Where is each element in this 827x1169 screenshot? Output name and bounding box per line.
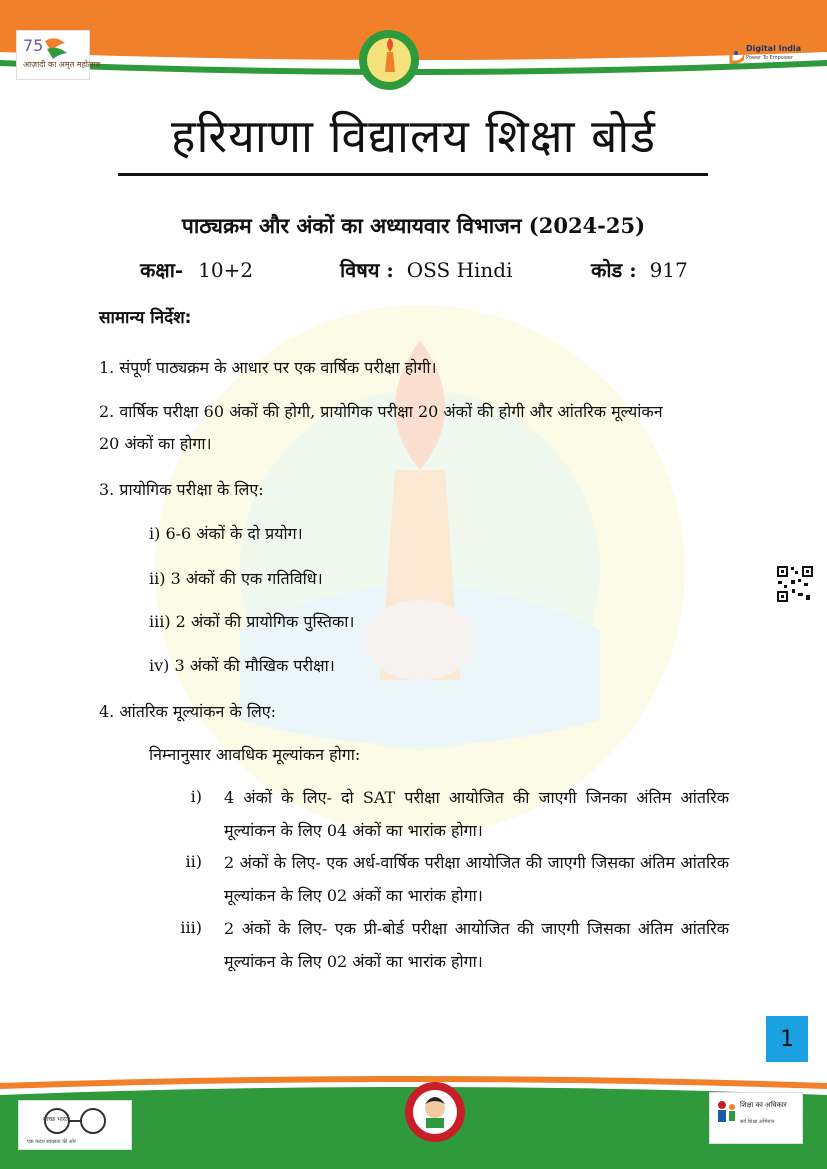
subject-value: OSS Hindi (406, 258, 513, 282)
beti-bachao-beti-padhao-icon (404, 1078, 466, 1146)
digital-india-tagline: Power To Empower (746, 55, 794, 61)
children-reading-icon (714, 1099, 738, 1125)
shiksha-ka-adhikar-text: शिक्षा का अधिकार (740, 1101, 787, 1109)
assessment-number: i) (190, 787, 202, 806)
practical-item: ii) 3 अंकों की एक गतिविधि। (149, 569, 323, 588)
instruction-3: 3. प्रायोगिक परीक्षा के लिए: (99, 480, 264, 499)
practical-item: iv) 3 अंकों की मौखिक परीक्षा। (149, 656, 335, 675)
code-label: कोड : (591, 258, 637, 282)
practical-item: i) 6-6 अंकों के दो प्रयोग। (149, 524, 303, 543)
azadi-ka-amrit-mahotsav-icon (17, 31, 89, 79)
svg-text:75: 75 (23, 36, 44, 55)
swachh-bharat-glasses-icon (27, 1107, 123, 1135)
shiksha-ka-adhikar-logo (709, 1092, 803, 1144)
shiksha-ka-adhikar-tagline: सर्व शिक्षा अभियान (740, 1119, 775, 1125)
assessment-item: 2 अंकों के लिए- एक अर्ध-वार्षिक परीक्षा आयोजित की जाएगी जिसका अंतिम आंतरिक मूल्यांकन के लिए 02 अंकों का भारांक होगा। (224, 853, 729, 905)
practical-item: iii) 2 अंकों की प्रायोगिक पुस्तिका। (149, 612, 355, 631)
subject-label: विषय : (340, 258, 394, 282)
digital-india-logo (728, 38, 802, 70)
class-info (140, 256, 253, 283)
assessment-number: iii) (180, 918, 202, 937)
class-value: 10+2 (198, 258, 254, 282)
qr-code-icon (776, 565, 814, 603)
digital-india-text: Digital India (746, 44, 802, 53)
board-title: हरियाणा विद्यालय शिक्षा बोर्ड (171, 109, 656, 163)
instructions-heading: सामान्य निर्देश: (99, 308, 192, 328)
assessment-item: 2 अंकों के लिए- एक प्री-बोर्ड परीक्षा आयोजित की जाएगी जिसका अंतिम आंतरिक मूल्यांकन के लिए 02 अंकों का भारांक होगा। (224, 919, 729, 971)
azadi-logo-text: आज़ादी का अमृत महोत्सव (23, 60, 101, 69)
subject-info (340, 256, 513, 283)
swachh-bharat-text: स्वच्छ भारत (43, 1116, 69, 1123)
instruction-4: 4. आंतरिक मूल्यांकन के लिए: (99, 702, 277, 721)
assessment-item: 4 अंकों के लिए- दो SAT परीक्षा आयोजित की जाएगी जिनका अंतिम आंतरिक मूल्यांकन के लिए 04 अंकों का भारांक होगा। (224, 788, 729, 840)
instruction-1: 1. संपूर्ण पाठ्यक्रम के आधार पर एक वार्षिक परीक्षा होगी। (99, 358, 437, 377)
code-value: 917 (649, 258, 688, 282)
instruction-4-intro: निम्नानुसार आवधिक मूल्यांकन होगा: (149, 745, 361, 764)
code-info (591, 256, 688, 283)
board-emblem-icon (357, 28, 421, 92)
title-underline (118, 173, 708, 176)
azadi-logo (16, 30, 101, 80)
document-subtitle: पाठ्यक्रम और अंकों का अध्यायवार विभाजन (2024-25) (181, 213, 646, 238)
swachh-bharat-tagline: एक कदम स्वच्छता की ओर (27, 1139, 76, 1145)
class-label: कक्षा- (140, 258, 184, 282)
instruction-2-line-1: 2. वार्षिक परीक्षा 60 अंकों की होगी, प्रायोगिक परीक्षा 20 अंकों की होगी और आंतरिक मूल्यांकन (99, 402, 663, 421)
swachh-bharat-logo (18, 1100, 132, 1150)
digital-india-icon (728, 42, 744, 64)
instruction-2-line-2: 20 अंकों का होगा। (99, 434, 212, 453)
assessment-number: ii) (185, 852, 202, 871)
page-number: 1 (766, 1016, 808, 1062)
